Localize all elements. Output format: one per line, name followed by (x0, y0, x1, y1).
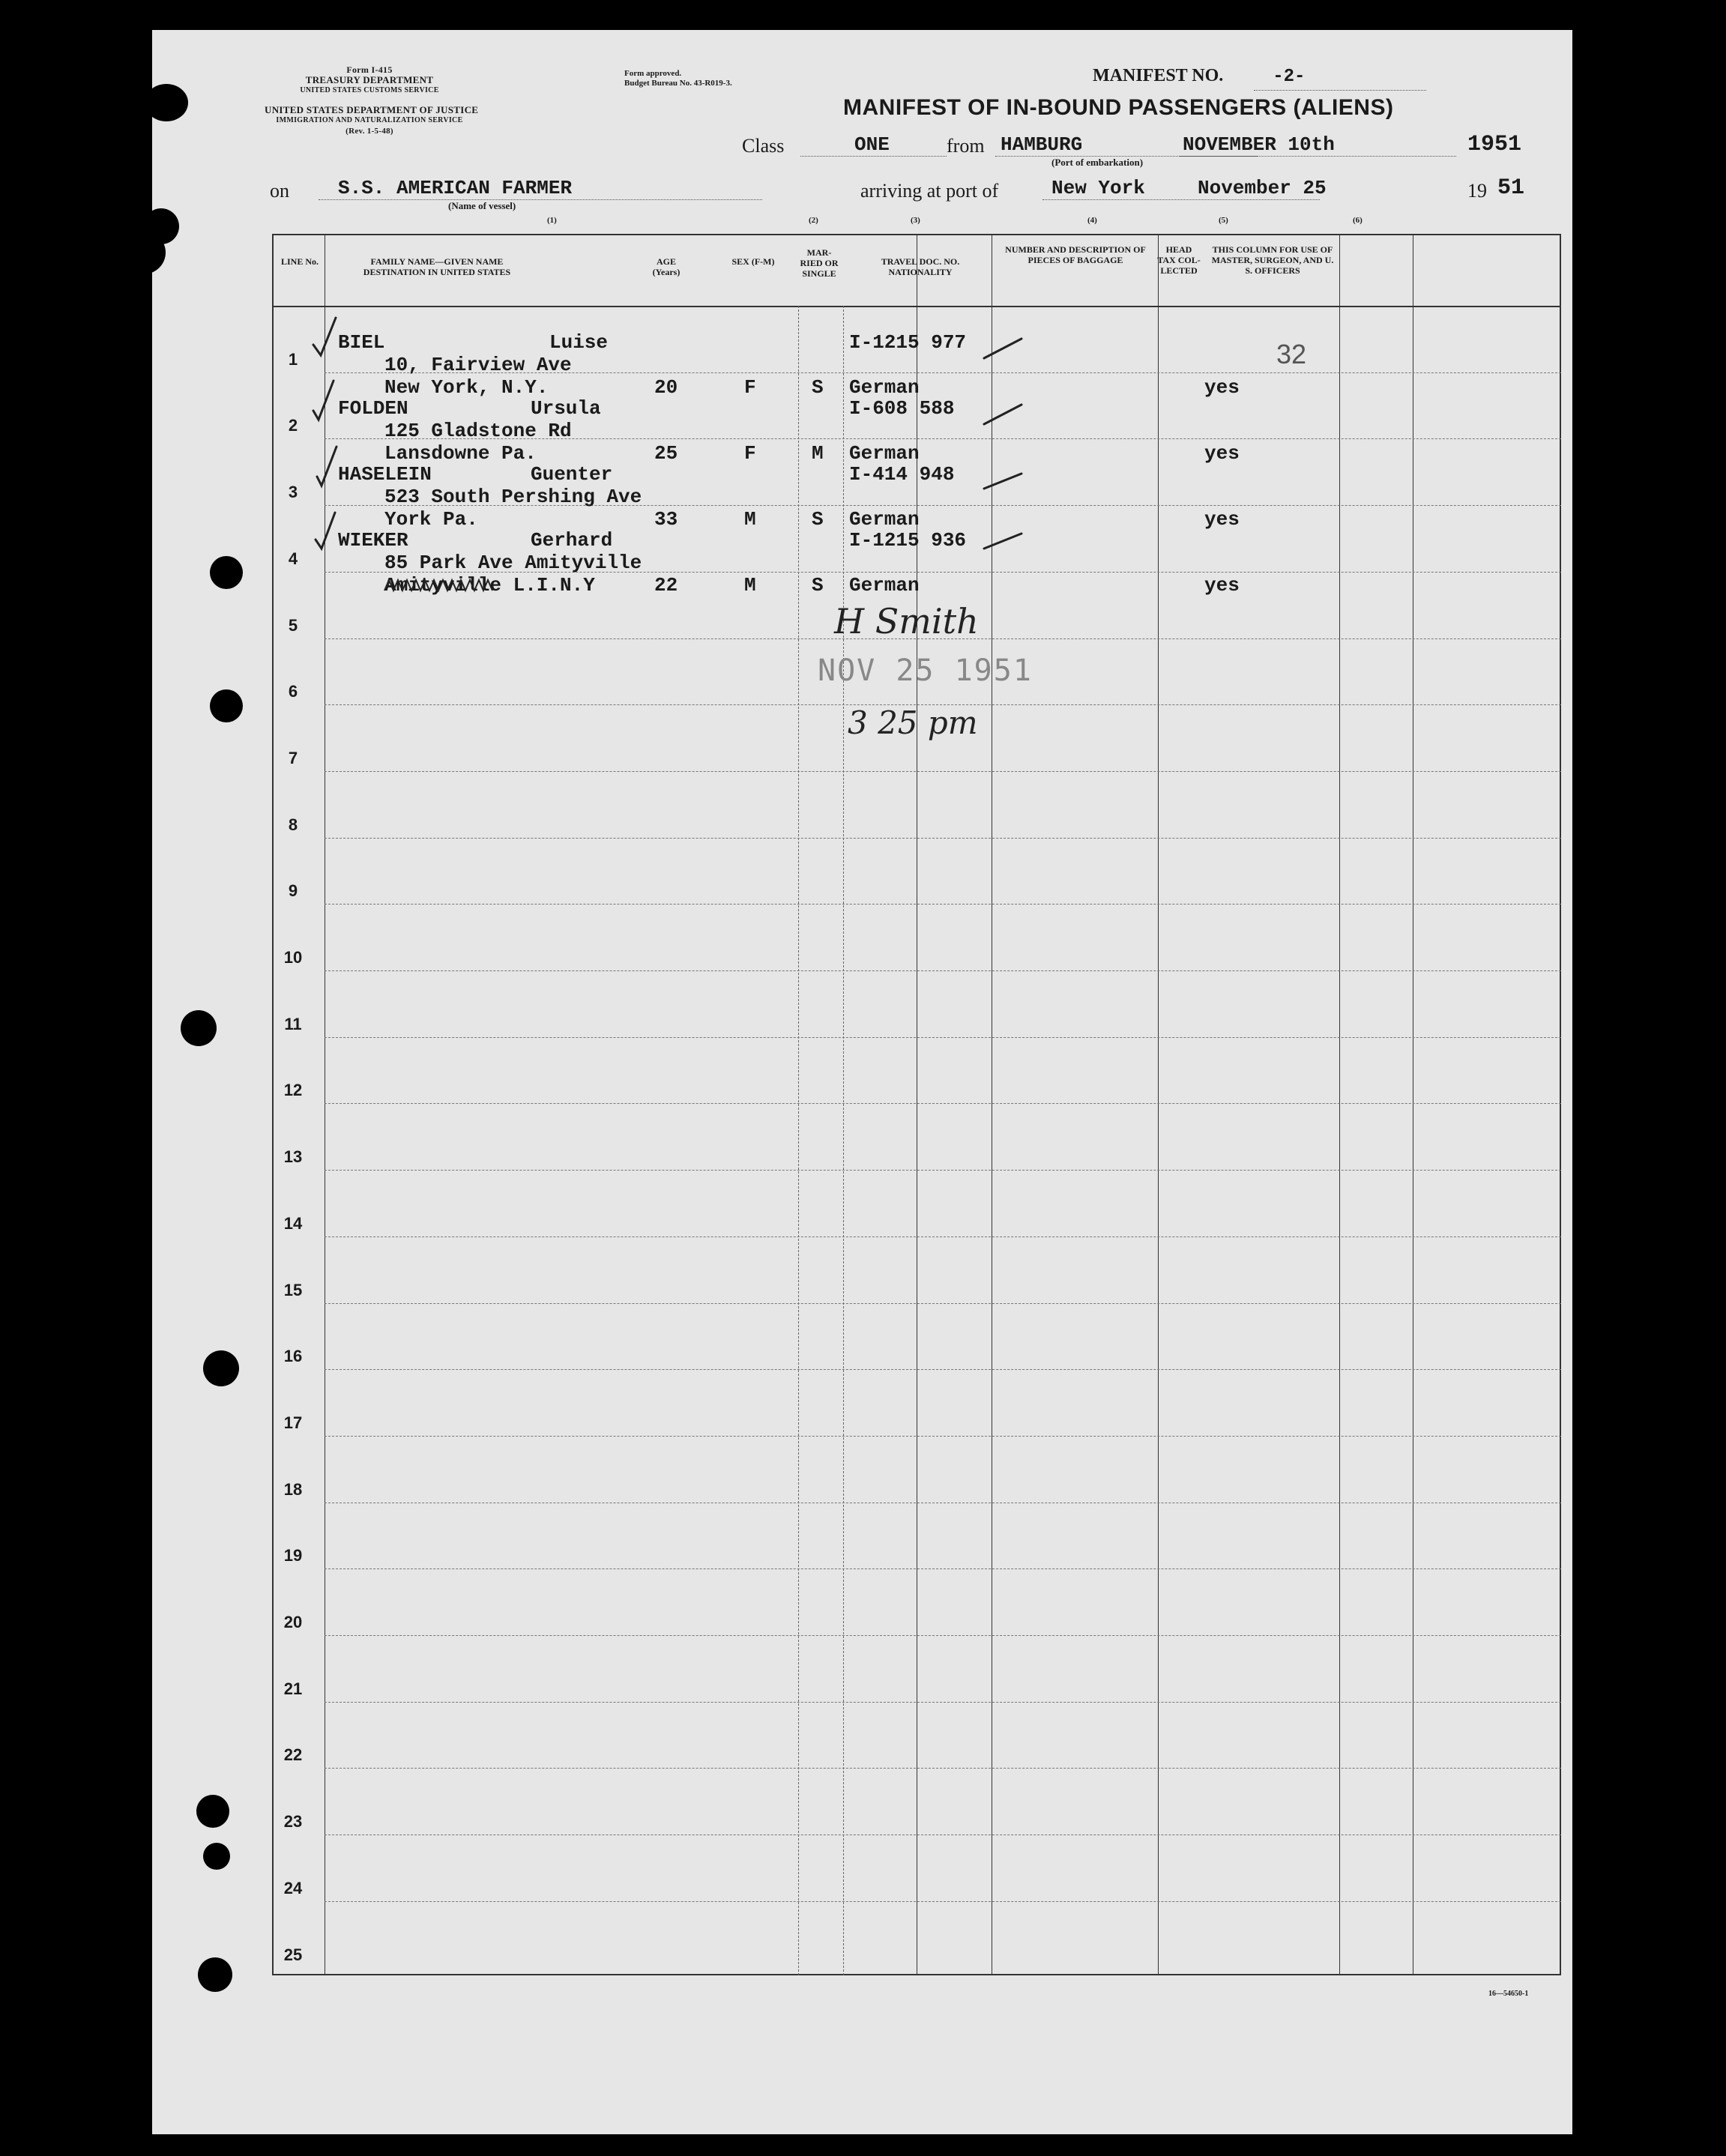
justice-block (265, 104, 479, 136)
line-number: 7 (288, 748, 298, 767)
given-name: Guenter (531, 463, 613, 486)
form-approval (624, 69, 732, 88)
line-number: 13 (283, 1147, 303, 1167)
address-line-2: Amityville L.I.N.Y (384, 574, 595, 597)
row-divider (325, 1369, 1561, 1370)
head-tax: yes (1204, 442, 1240, 465)
punch-hole (210, 689, 243, 722)
line-number: 21 (283, 1679, 303, 1698)
form-number: Form I-415 (346, 64, 393, 75)
col-number-5: (5) (1219, 216, 1228, 225)
port-embarkation-note: (Port of embarkation) (1051, 157, 1144, 168)
arriving-label: arriving at port of (860, 180, 999, 202)
depart-date: NOVEMBER 10th (1183, 133, 1335, 156)
form-header-agencies (265, 64, 474, 96)
nationality: German (849, 508, 920, 531)
class-value: ONE (854, 133, 890, 156)
row-divider (325, 1170, 1561, 1171)
line-number: 3 (288, 483, 298, 502)
department-of-justice: UNITED STATES DEPARTMENT OF JUSTICE (265, 104, 479, 115)
marital-status: M (812, 442, 824, 465)
age: 20 (654, 376, 678, 399)
arrival-time-note: 3 25 pm (848, 704, 978, 741)
age: 25 (654, 442, 678, 465)
line-number: 2 (288, 416, 298, 435)
given-name: Gerhard (531, 529, 613, 552)
given-name: Ursula (531, 397, 601, 420)
punch-hole (210, 556, 243, 589)
line-number: 10 (283, 948, 303, 967)
address-line-1: 125 Gladstone Rd (384, 420, 572, 442)
marital-status: S (812, 574, 824, 597)
budget-bureau-label: Budget Bureau No. 43-R019-3. (624, 79, 732, 88)
manifest-title: MANIFEST OF IN-BOUND PASSENGERS (ALIENS) (843, 95, 1394, 120)
col-header-sex: SEX (F-M) (731, 256, 775, 267)
line-number: 24 (283, 1878, 303, 1897)
line-number: 22 (283, 1745, 303, 1765)
nationality: German (849, 442, 920, 465)
line-number: 18 (283, 1479, 303, 1499)
row-divider (325, 1303, 1561, 1304)
address-line-2: Lansdowne Pa. (384, 442, 537, 465)
row-divider (325, 1901, 1561, 1902)
col-header-age: AGE (Years) (652, 256, 681, 277)
punch-hole (121, 231, 166, 274)
punch-hole (196, 1795, 229, 1828)
line-number: 20 (283, 1613, 303, 1631)
punch-hole (145, 84, 188, 121)
sex: M (744, 508, 756, 531)
officer-number: 32 (1276, 339, 1307, 369)
line-number: 12 (283, 1081, 303, 1100)
line-number: 14 (283, 1213, 303, 1233)
line-number: 9 (288, 881, 298, 901)
row-divider (325, 1436, 1561, 1437)
row-divider (325, 1702, 1561, 1703)
nationality: German (849, 574, 920, 597)
punch-hole (198, 1957, 232, 1992)
from-label: from (947, 135, 985, 157)
head-tax: yes (1204, 574, 1240, 597)
line-number: 23 (283, 1812, 303, 1832)
punch-hole (203, 1843, 230, 1870)
manifest-sheet (152, 30, 1572, 2134)
row-divider (325, 1635, 1561, 1636)
ins-label: IMMIGRATION AND NATURALIZATION SERVICE (276, 116, 463, 124)
row-divider (325, 970, 1561, 971)
col-number-1: (1) (547, 216, 557, 225)
col-header-head-tax: HEAD TAX COL- LECTED (1157, 244, 1201, 276)
marital-status: S (812, 376, 824, 399)
row-divider (325, 1768, 1561, 1769)
col-number-4: (4) (1087, 216, 1097, 225)
nationality: German (849, 376, 920, 399)
address-line-1: 523 South Pershing Ave (384, 486, 642, 508)
line-number: 17 (283, 1413, 303, 1432)
on-label: on (270, 180, 289, 202)
col-header-baggage: NUMBER AND DESCRIPTION OF PIECES OF BAGGAGE (1005, 244, 1146, 265)
line-number: 8 (288, 815, 298, 834)
passenger-table (272, 234, 1561, 1975)
col-header-line-no: LINE No. (280, 256, 319, 267)
travel-doc-no: I-414 948 (849, 463, 955, 486)
punch-hole (203, 1350, 239, 1386)
col-header-officers: THIS COLUMN FOR USE OF MASTER, SURGEON, AND U. S. OFFICERS (1211, 244, 1334, 276)
row-divider (325, 838, 1561, 839)
row-divider (325, 904, 1561, 905)
arrival-port: New York (1051, 177, 1145, 199)
line-number: 5 (288, 615, 298, 635)
arrival-date: November 25 (1198, 177, 1327, 199)
address-line-1: 10, Fairview Ave (384, 354, 572, 376)
row-divider (325, 1037, 1561, 1038)
line-number: 6 (288, 682, 298, 701)
class-label: Class (742, 135, 785, 157)
given-name: Luise (549, 331, 609, 354)
manifest-no-label: MANIFEST NO. (1093, 66, 1224, 85)
travel-doc-no: I-1215 936 (849, 529, 967, 552)
manifest-no-value: -2- (1273, 67, 1306, 87)
line-number: 25 (283, 1945, 303, 1964)
col-number-3: (3) (911, 216, 920, 225)
col-header-name: FAMILY NAME—GIVEN NAME DESTINATION IN UNITED STATES (363, 256, 511, 277)
line-number: 15 (283, 1280, 303, 1299)
vessel-name-note: (Name of vessel) (448, 200, 516, 211)
col-header-married: MAR- RIED OR SINGLE (800, 247, 839, 279)
line-number: 1 (288, 349, 298, 369)
col-number-6: (6) (1353, 216, 1363, 225)
head-tax: yes (1204, 508, 1240, 531)
family-name: FOLDEN (338, 397, 408, 420)
arrival-date-stamp: NOV 25 1951 (818, 653, 1033, 688)
depart-year: 1951 (1467, 132, 1522, 157)
row-divider (325, 1568, 1561, 1569)
marital-status: S (812, 508, 824, 531)
revision-label: (Rev. 1-5-48) (345, 127, 393, 136)
line-number: 11 (284, 1014, 302, 1033)
address-line-1: 85 Park Ave Amityville (384, 552, 642, 574)
form-approved-label: Form approved. (624, 69, 682, 78)
line-number: 4 (288, 549, 298, 568)
sex: M (744, 574, 756, 597)
arrival-year-prefix: 19 (1467, 180, 1487, 202)
family-name: HASELEIN (338, 463, 432, 486)
col-header-travel-doc: TRAVEL DOC. NO. NATIONALITY (881, 256, 960, 277)
customs-service: UNITED STATES CUSTOMS SERVICE (300, 86, 439, 94)
arrival-year-suffix: 51 (1497, 175, 1525, 201)
form-footer-code: 16—54650-1 (1488, 1990, 1529, 1998)
punch-hole (181, 1010, 217, 1046)
line-number: 19 (283, 1546, 303, 1565)
row-divider (325, 1236, 1561, 1237)
from-value: HAMBURG (1001, 133, 1083, 156)
manifest-number-row (1093, 66, 1305, 87)
address-line-2: York Pa. (384, 508, 478, 531)
row-divider (325, 771, 1561, 772)
family-name: BIEL (338, 331, 385, 354)
address-line-2: New York, N.Y. (384, 376, 549, 399)
inspector-signature: H Smith (834, 601, 979, 641)
age: 22 (654, 574, 678, 597)
line-number: 16 (283, 1347, 303, 1366)
family-name: WIEKER (338, 529, 408, 552)
travel-doc-no: I-608 588 (849, 397, 955, 420)
vessel-name: S.S. AMERICAN FARMER (338, 177, 573, 199)
travel-doc-no: I-1215 977 (849, 331, 967, 354)
col-number-2: (2) (809, 216, 818, 225)
sex: F (744, 376, 756, 399)
head-tax: yes (1204, 376, 1240, 399)
treasury-department: TREASURY DEPARTMENT (305, 74, 434, 85)
row-divider (325, 1103, 1561, 1104)
sex: F (744, 442, 756, 465)
age: 33 (654, 508, 678, 531)
